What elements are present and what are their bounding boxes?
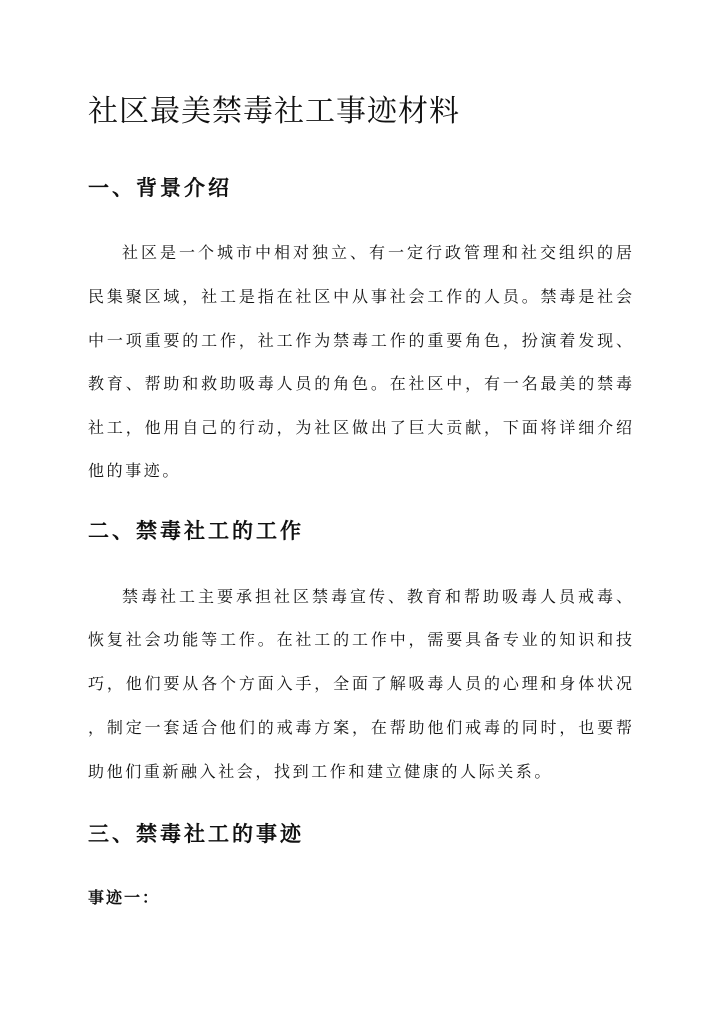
paragraph-line: 巧，他们要从各个方面入手，全面了解吸毒人员的心理和身体状况	[88, 674, 632, 693]
paragraph-line: 他的事迹。	[88, 461, 182, 480]
paragraph-line: 恢复社会功能等工作。在社工的工作中，需要具备专业的知识和技	[88, 630, 632, 649]
section-heading-deeds: 三、禁毒社工的事迹	[88, 821, 304, 846]
paragraph-line: 民集聚区域，社工是指在社区中从事社会工作的人员。禁毒是社会	[88, 287, 632, 306]
paragraph-line: 禁毒社工主要承担社区禁毒宣传、教育和帮助吸毒人员戒毒、	[122, 587, 632, 606]
paragraph-line: 社区是一个城市中相对独立、有一定行政管理和社交组织的居	[122, 243, 632, 262]
paragraph-line: 社工，他用自己的行动，为社区做出了巨大贡献，下面将详细介绍	[88, 418, 632, 437]
paragraph-line: ，制定一套适合他们的戒毒方案，在帮助他们戒毒的同时，也要帮	[88, 718, 632, 737]
paragraph-line: 助他们重新融入社会，找到工作和建立健康的人际关系。	[88, 762, 554, 781]
document-title: 社区最美禁毒社工事迹材料	[88, 94, 460, 129]
section-heading-work: 二、禁毒社工的工作	[88, 518, 304, 543]
subheading-deed-one: 事迹一：	[88, 888, 161, 907]
section-heading-background: 一、背景介绍	[88, 175, 232, 200]
paragraph-line: 中一项重要的工作，社工作为禁毒工作的重要角色，扮演着发现、	[88, 331, 632, 350]
paragraph-line: 教育、帮助和救助吸毒人员的角色。在社区中，有一名最美的禁毒	[88, 374, 632, 393]
